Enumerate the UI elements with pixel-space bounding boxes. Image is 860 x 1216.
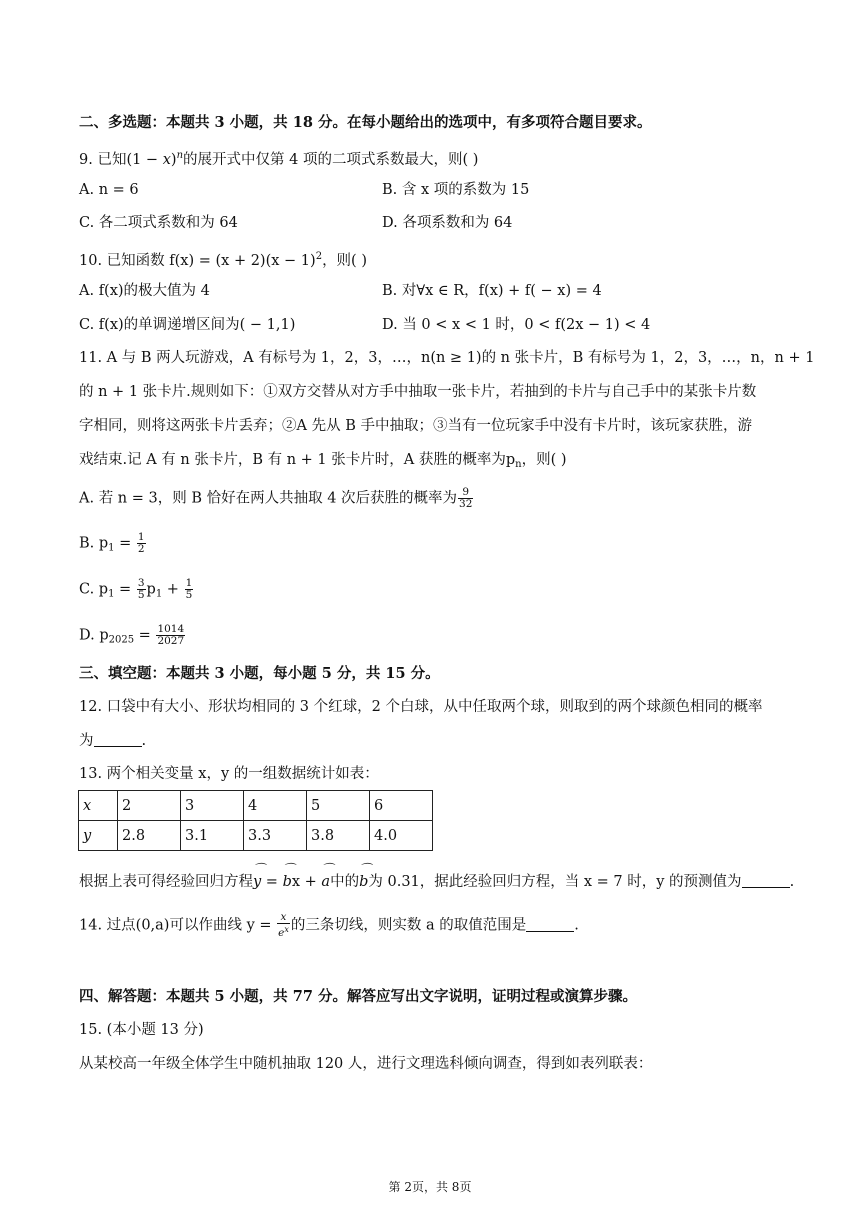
- table-cell: 4.0: [370, 821, 433, 851]
- question-13-regression-text: 根据上表可得经验回归方程⌒ y = ⌒ bx + ⌒ a中的⌒ b为 0.31，据此经验回归方程，当 x = 7 时，y 的预测值为 .: [79, 872, 794, 892]
- question-10-option-d: D. 当 0 < x < 1 时，0 < f(2x − 1) < 4: [382, 317, 651, 333]
- table-cell: 5: [307, 791, 370, 821]
- question-11-option-b: B. $p_1$ = $\frac{1}{2}$: [79, 531, 145, 555]
- data-table: [78, 790, 433, 851]
- question-9-option-d: D. 各项系数和为 64: [382, 215, 513, 231]
- table-row: [79, 791, 433, 821]
- question-11-line-2: 的 n + 1 张卡片.规则如下：①双方交替从对方手中抽取一张卡片，若抽到的卡片与自己手中的某张卡片数: [79, 384, 757, 400]
- question-11-option-c: C. $p_1$ = $\frac{3}{5}$ $p_1$ + $\frac{1}{5}$: [79, 577, 193, 601]
- section-4-title: 四、解答题：本题共 5 小题，共 77 分。解答应写出文字说明，证明过程或演算步骤。: [79, 988, 637, 1005]
- section-3-title: 三、填空题：本题共 3 小题，每小题 5 分，共 15 分。: [79, 665, 440, 682]
- question-10-option-a: A. f(x)的极大值为 4: [79, 283, 210, 299]
- question-12-line-2: 为 .: [79, 733, 147, 749]
- answer-blank: [94, 732, 142, 747]
- question-11-option-a: A. 若 n = 3，则 B 恰好在两人共抽取 4 次后获胜的概率为 $\frac{9}{32}$: [79, 486, 473, 510]
- question-14-stem: 14. 过点(0,a)可以作曲线 y = $\frac{x}{e^x}$ 的三条切线，则实数 a 的取值范围是 .: [79, 911, 579, 939]
- fraction: $\frac{3}{5}$: [137, 577, 145, 601]
- question-15-line-1: 从某校高一年级全体学生中随机抽取 120 人，进行文理选科倾向调查，得到如表列联表：: [79, 1056, 653, 1072]
- question-12-line-1: 12. 口袋中有大小、形状均相同的 3 个红球，2 个白球，从中任取两个球，则取到的两个球颜色相同的概率: [79, 699, 763, 715]
- table-cell: 3: [181, 791, 244, 821]
- hat-symbol: ⌒ b: [359, 872, 368, 892]
- question-9-option-b: B. 含 x 项的系数为 15: [382, 182, 530, 198]
- table-cell: 2: [118, 791, 181, 821]
- question-13-stem: 13. 两个相关变量 x，y 的一组数据统计如表：: [79, 766, 379, 782]
- question-9-stem: 9. 已知$(1 - x)^n$的展开式中仅第 4 项的二项式系数最大，则( ): [79, 150, 479, 168]
- question-11-option-d: D. $p_{2025}$ = $\frac{1014}{2027}$: [79, 623, 185, 647]
- table-row: [79, 821, 433, 851]
- table-cell: 4: [244, 791, 307, 821]
- question-10-option-c: C. f(x)的单调递增区间为( − 1,1): [79, 317, 296, 333]
- question-9-option-c: C. 各二项式系数和为 64: [79, 215, 238, 231]
- hat-symbol: ⌒ a: [321, 872, 330, 892]
- table-cell: 6: [370, 791, 433, 821]
- answer-blank: [742, 873, 790, 888]
- table-cell: 2.8: [118, 821, 181, 851]
- page-footer: 第 2页，共 8页: [388, 1180, 472, 1194]
- answer-blank: [526, 917, 574, 932]
- hat-symbol: ⌒ y: [253, 872, 261, 892]
- table-cell: 3.8: [307, 821, 370, 851]
- question-10-stem: 10. 已知函数 $f(x) = (x + 2)(x - 1)^2$，则( ): [79, 251, 367, 269]
- fraction: $\frac{1}{2}$: [137, 531, 145, 555]
- question-10-option-b: B. 对∀x ∈ R，f(x) + f( − x) = 4: [382, 283, 602, 299]
- table-cell: x: [79, 791, 118, 821]
- question-9-option-a: A. n = 6: [79, 182, 139, 198]
- fraction: $\frac{x}{e^x}$: [278, 911, 289, 939]
- question-11-line-1: 11. A 与 B 两人玩游戏，A 有标号为 1，2，3，…，n(n ≥ 1)的 n 张卡片，B 有标号为 1，2，3，…，n，n + 1: [79, 350, 815, 366]
- fraction: $\frac{1014}{2027}$: [157, 623, 185, 647]
- table-cell: y: [79, 821, 118, 851]
- fraction: $\frac{9}{32}$: [459, 486, 473, 510]
- question-15-head: 15. (本小题 13 分): [79, 1022, 204, 1038]
- hat-symbol: ⌒ b: [283, 872, 292, 892]
- fraction: $\frac{1}{5}$: [185, 577, 193, 601]
- table-cell: 3.3: [244, 821, 307, 851]
- question-11-line-4: 戏结束.记 A 有 n 张卡片，B 有 n + 1 张卡片时，A 获胜的概率为$p_n$，则( ): [79, 452, 567, 470]
- section-2-title: 二、多选题：本题共 3 小题，共 18 分。在每小题给出的选项中，有多项符合题目要求。: [79, 114, 652, 131]
- question-11-line-3: 字相同，则将这两张卡片丢弃；②A 先从 B 手中抽取；③当有一位玩家手中没有卡片时，该玩家获胜，游: [79, 418, 752, 434]
- table-cell: 3.1: [181, 821, 244, 851]
